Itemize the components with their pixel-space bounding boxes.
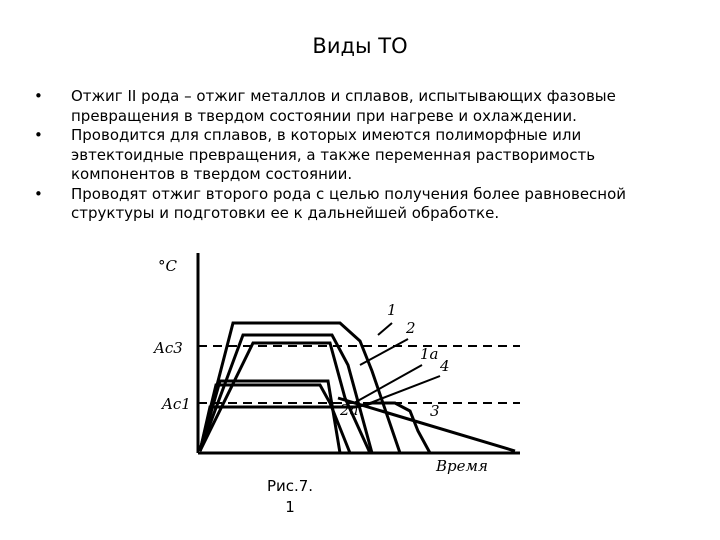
curve-3: [200, 403, 430, 453]
ac1-label: Ac1: [162, 395, 191, 413]
figure-caption: [220, 476, 360, 518]
bullet-text: Проводится для сплавов, в которых имеются полиморфные или эвтектоидные превращения, а также переменная растворимость компонентов в твердом состоянии.: [71, 126, 596, 183]
bullet-list: [34, 87, 674, 224]
bullet-marker: •: [34, 87, 43, 105]
bullet-item: [34, 87, 674, 126]
caption-line-2: 1: [285, 498, 295, 516]
leader-line-1a: [354, 365, 422, 403]
page-title: Виды ТО: [312, 34, 408, 58]
curve-label-3: 3: [430, 402, 440, 420]
caption-line-1: Рис.7.: [266, 477, 314, 495]
annealing-diagram: [140, 253, 530, 485]
bullet-text: Отжиг II рода – отжиг металлов и сплавов, испытывающих фазовые превращения в твердом состоянии при нагреве и охлаждении.: [71, 87, 616, 125]
ac3-label: Ac3: [154, 339, 183, 357]
curve-label-1: 1: [387, 301, 397, 319]
bullet-text: Проводят отжиг второго рода с целью получения более равновесной структуры и подготовки ее к дальнейшей обработке.: [71, 184, 627, 222]
curve-label-2: 2: [406, 319, 416, 337]
bullet-item: [34, 185, 674, 224]
bullet-item: [34, 126, 674, 185]
curve-label-4: 4: [440, 357, 450, 375]
x-axis-label: Время: [436, 457, 488, 475]
y-axis-label: °C: [158, 257, 177, 275]
annealing-diagram-svg: [140, 253, 530, 485]
curve-label-1a: 1a: [420, 345, 439, 363]
bullet-marker: •: [34, 184, 43, 203]
leader-line-4: [370, 376, 440, 403]
leader-line-2: [360, 339, 408, 365]
curve-4: [200, 385, 350, 453]
bullet-marker: •: [34, 126, 43, 144]
curve-label-2a: 2a: [340, 401, 359, 419]
leader-line-1: [378, 323, 392, 335]
